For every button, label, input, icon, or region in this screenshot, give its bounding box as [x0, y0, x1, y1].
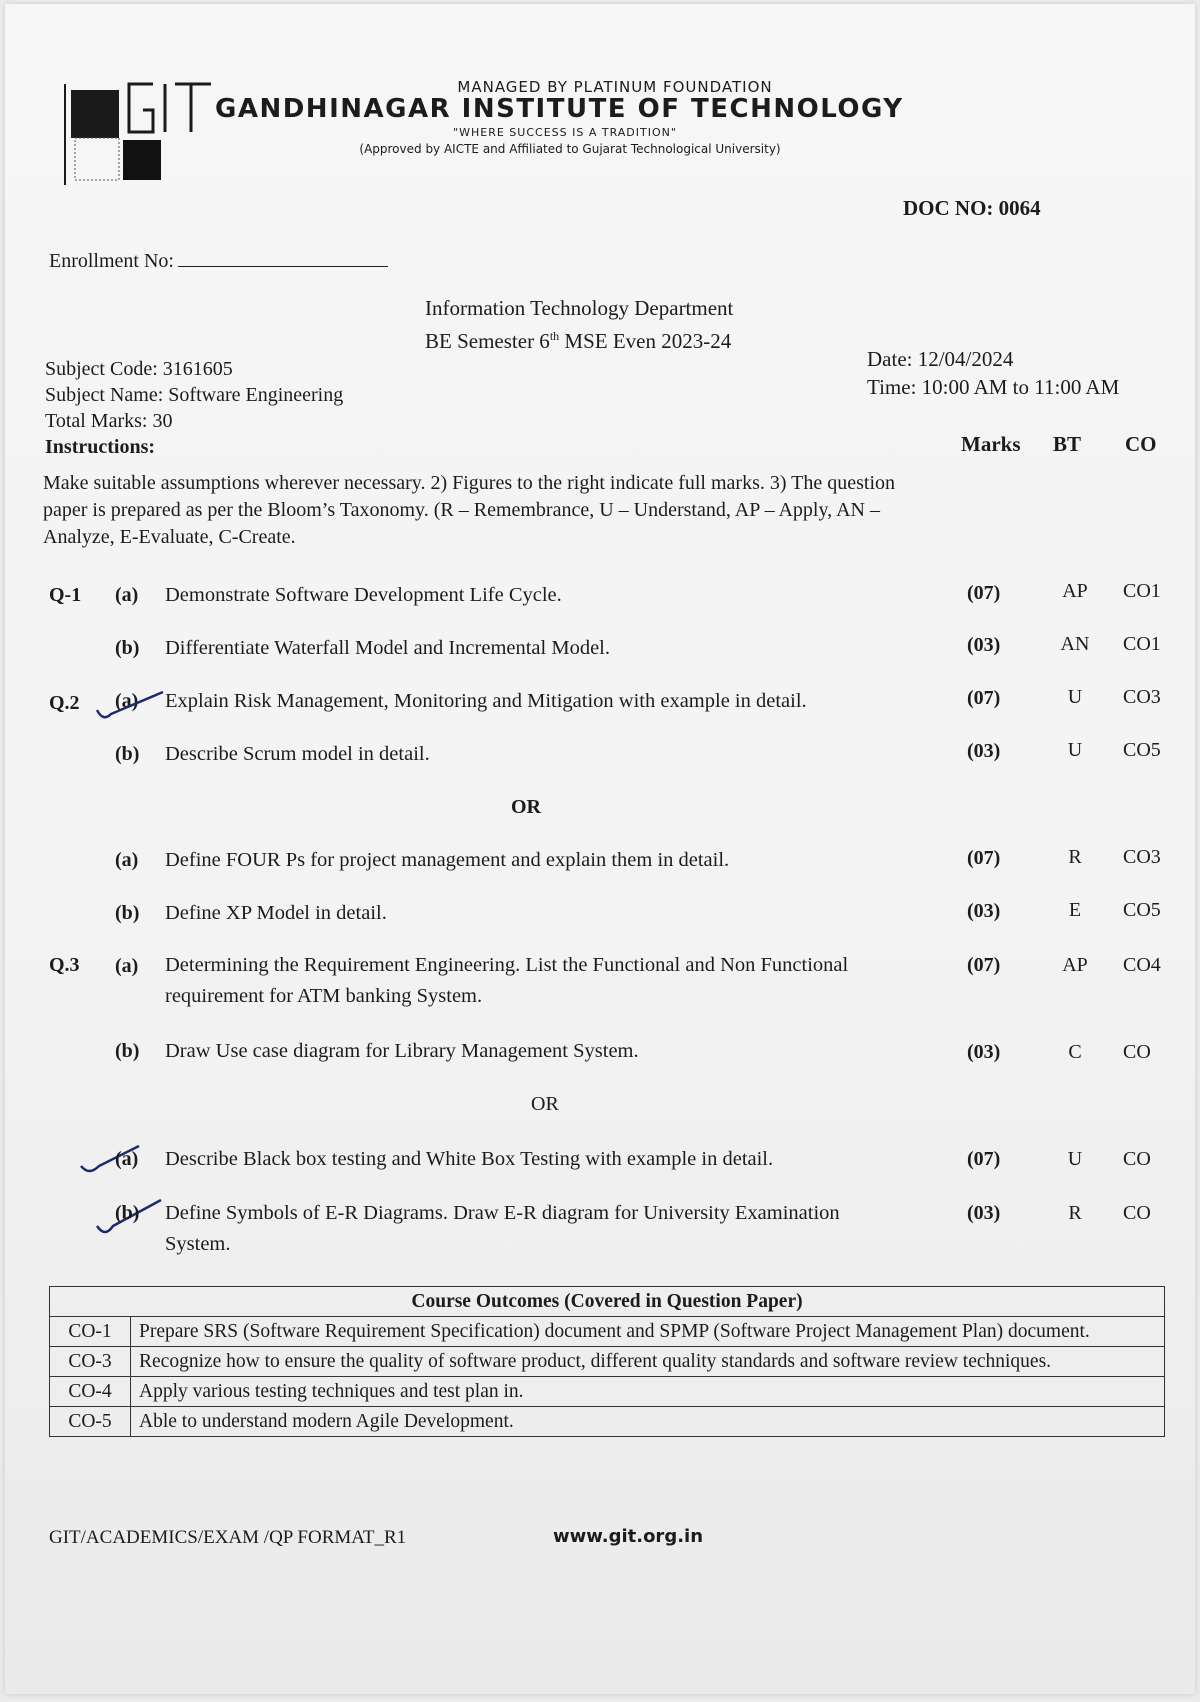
- date-time-block: [867, 345, 1119, 401]
- question-marks: (07): [967, 954, 1001, 976]
- exam-time: Time: 10:00 AM to 11:00 AM: [867, 375, 1120, 399]
- question-co: CO4: [1123, 954, 1161, 976]
- question-part: (b): [115, 902, 140, 924]
- format-code: GIT/ACADEMICS/EXAM /QP FORMAT_R1: [49, 1527, 407, 1548]
- co-id: CO-5: [50, 1407, 131, 1437]
- question-marks: (07): [967, 1148, 1001, 1170]
- question-co: CO: [1123, 1202, 1151, 1224]
- question-marks: (03): [967, 900, 1001, 922]
- question-part: (a): [115, 849, 139, 871]
- column-header-bt: BT: [1053, 432, 1082, 456]
- question-bt: AP: [1062, 580, 1088, 602]
- question-part: (a): [115, 1148, 139, 1170]
- question-co: CO5: [1123, 739, 1161, 761]
- question-marks: (07): [967, 687, 1001, 709]
- question-number: Q.2: [49, 692, 80, 714]
- total-marks: Total Marks: 30: [45, 410, 173, 432]
- instructions-text: Make suitable assumptions wherever necessary. 2) Figures to the right indicate full marks. 3) The question paper is prepared as per the Bloom’s Taxonomy. (R – Remembrance, U – Understand, AP – Apply, AN – Analyze, E-Evaluate, C-Create.: [43, 472, 896, 548]
- question-text: Demonstrate Software Development Life Cycle.: [165, 584, 562, 606]
- question-bt: AP: [1062, 954, 1088, 976]
- subject-name: Subject Name: Software Engineering: [45, 384, 344, 406]
- enrollment-blank: [178, 252, 388, 267]
- co-text: Able to understand modern Agile Development.: [131, 1407, 1165, 1437]
- question-text: Describe Scrum model in detail.: [165, 743, 430, 765]
- question-text: Explain Risk Management, Monitoring and Mitigation with example in detail.: [165, 690, 807, 712]
- question-number: Q.3: [49, 954, 80, 976]
- question-text: Define Symbols of E-R Diagrams. Draw E-R diagram for University Examination System.: [165, 1202, 840, 1255]
- subject-code: Subject Code: 3161605: [45, 358, 233, 380]
- column-header-marks: Marks: [961, 432, 1021, 456]
- question-text: Draw Use case diagram for Library Management System.: [165, 1040, 639, 1062]
- enrollment-field: [49, 250, 388, 273]
- doc-number: DOC NO: 0064: [903, 196, 1041, 220]
- instructions-title: Instructions:: [45, 436, 156, 458]
- check-mark-icon: [93, 688, 173, 724]
- co-text: Apply various testing techniques and test plan in.: [131, 1377, 1165, 1407]
- question-part: (b): [115, 743, 140, 765]
- co-id: CO-1: [50, 1317, 131, 1347]
- course-outcomes-table: [49, 1286, 1165, 1437]
- question-bt: R: [1068, 846, 1082, 868]
- question-marks: (07): [967, 847, 1001, 869]
- or-separator: OR: [511, 796, 541, 818]
- co-text: Recognize how to ensure the quality of software product, different quality standards and software review techniques.: [131, 1347, 1165, 1377]
- question-text: Define XP Model in detail.: [165, 902, 387, 924]
- question-marks: (03): [967, 1041, 1001, 1063]
- question-number: Q-1: [49, 584, 82, 606]
- question-part: (b): [115, 637, 140, 659]
- column-header-co: CO: [1125, 432, 1157, 456]
- co-id: CO-3: [50, 1347, 131, 1377]
- question-marks: (03): [967, 1202, 1001, 1224]
- exam-date: Date: 12/04/2024: [867, 347, 1014, 371]
- question-co: CO1: [1123, 580, 1161, 602]
- question-text: Differentiate Waterfall Model and Incremental Model.: [165, 637, 610, 659]
- question-co: CO: [1123, 1041, 1151, 1063]
- question-bt: C: [1068, 1041, 1082, 1063]
- institute-name: GANDHINAGAR INSTITUTE OF TECHNOLOGY: [215, 94, 904, 124]
- question-bt: U: [1067, 1148, 1083, 1170]
- question-bt: AN: [1060, 633, 1090, 655]
- table-header-row: [50, 1287, 1165, 1317]
- question-co: CO3: [1123, 686, 1161, 708]
- course-outcomes-title: Course Outcomes (Covered in Question Paper): [50, 1287, 1165, 1317]
- or-separator: OR: [531, 1093, 559, 1115]
- exam-paper: [5, 4, 1195, 1694]
- institute-header: [215, 78, 955, 156]
- department-block: [425, 294, 733, 355]
- tagline: "WHERE SUCCESS IS A TRADITION": [453, 126, 677, 139]
- question-co: CO: [1123, 1148, 1151, 1170]
- approval-line: (Approved by AICTE and Affiliated to Gujarat Technological University): [359, 142, 781, 156]
- question-text: Define FOUR Ps for project management and explain them in detail.: [165, 849, 730, 871]
- question-bt: R: [1068, 1202, 1082, 1224]
- question-part: (a): [115, 584, 139, 606]
- question-part: (b): [115, 1040, 140, 1062]
- semester-line: BE Semester 6th MSE Even 2023-24: [425, 329, 732, 353]
- question-bt: U: [1067, 739, 1083, 761]
- department-name: Information Technology Department: [425, 296, 734, 320]
- question-part: (a): [115, 955, 139, 977]
- question-text: Determining the Requirement Engineering. List the Functional and Non Functional requirement for ATM banking System.: [165, 954, 849, 1007]
- question-bt: U: [1067, 686, 1083, 708]
- question-co: CO3: [1123, 846, 1161, 868]
- question-text: Describe Black box testing and White Box Testing with example in detail.: [165, 1148, 774, 1170]
- question-co: CO5: [1123, 899, 1161, 921]
- question-marks: (03): [967, 634, 1001, 656]
- question-bt: E: [1068, 899, 1082, 921]
- question-part: (b): [115, 1202, 140, 1224]
- table-row: [50, 1347, 1165, 1377]
- question-part: (a): [115, 690, 139, 712]
- question-marks: (03): [967, 740, 1001, 762]
- enrollment-label: Enrollment No:: [49, 250, 174, 272]
- table-row: [50, 1317, 1165, 1347]
- table-row: [50, 1377, 1165, 1407]
- managed-by: MANAGED BY PLATINUM FOUNDATION: [457, 78, 773, 96]
- co-id: CO-4: [50, 1377, 131, 1407]
- question-co: CO1: [1123, 633, 1161, 655]
- website-link[interactable]: www.git.org.in: [553, 1526, 704, 1547]
- table-row: [50, 1407, 1165, 1437]
- subject-block: [45, 356, 343, 460]
- question-marks: (07): [967, 582, 1001, 604]
- co-text: Prepare SRS (Software Requirement Specification) document and SPMP (Software Project Management Plan) document.: [131, 1317, 1165, 1347]
